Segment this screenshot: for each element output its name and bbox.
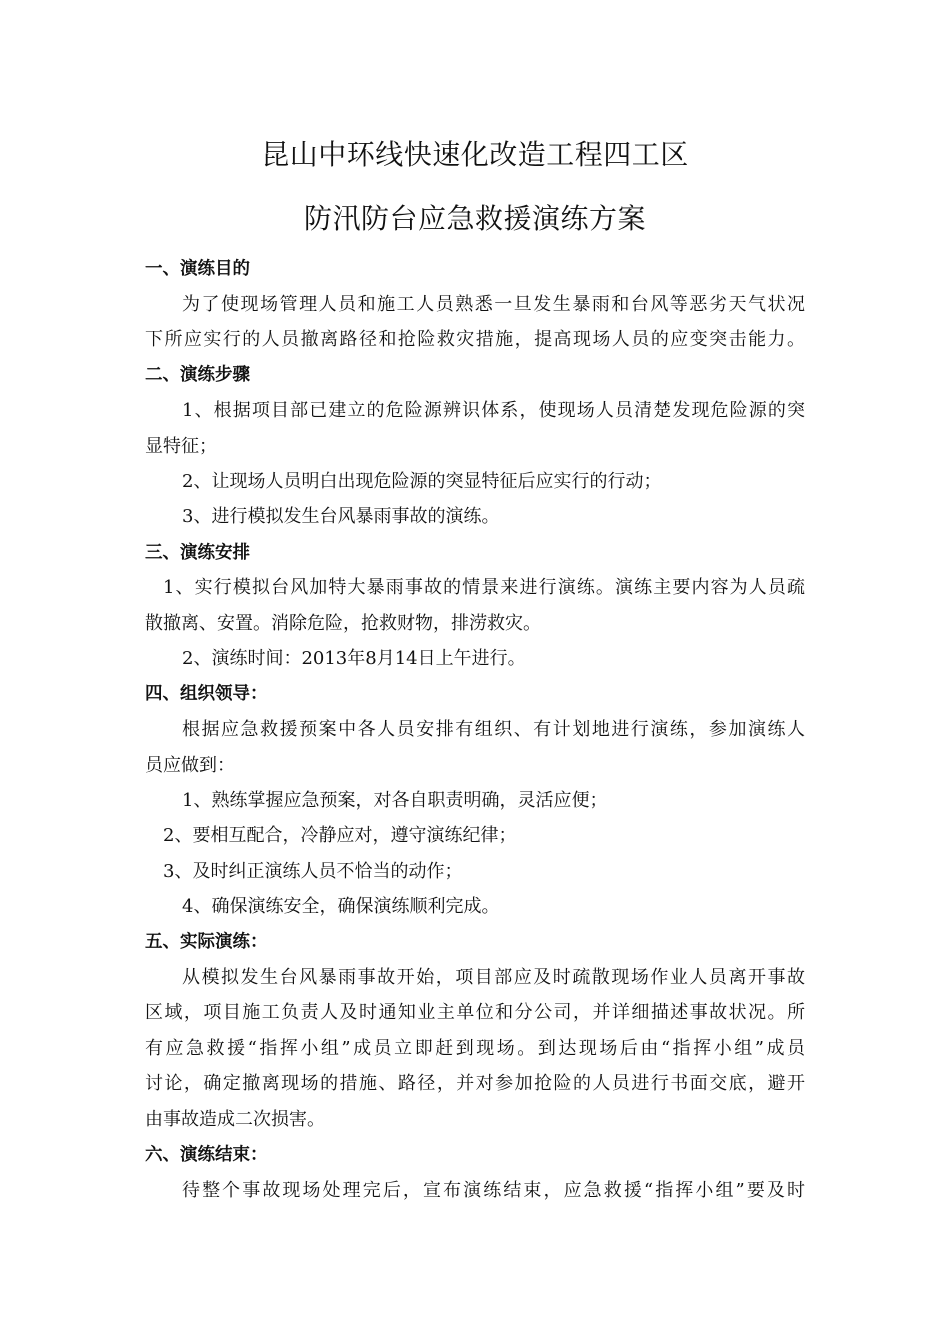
paragraph-line: 1、熟练掌握应急预案，对各自职责明确，灵活应便； bbox=[182, 790, 608, 811]
paragraph-line: 讨论，确定撤离现场的措施、路径，并对参加抢险的人员进行书面交底，避开 bbox=[145, 1073, 805, 1094]
paragraph-line: 1、实行模拟台风加特大暴雨事故的情景来进行演练。演练主要内容为人员疏 bbox=[163, 577, 805, 598]
document-title-line-1: 昆山中环线快速化改造工程四工区 bbox=[261, 138, 689, 171]
paragraph-line: 1、根据项目部已建立的危险源辨识体系，使现场人员清楚发现危险源的突 bbox=[182, 400, 805, 421]
paragraph-line: 区域，项目施工负责人及时通知业主单位和分公司，并详细描述事故状况。所 bbox=[145, 1002, 805, 1023]
paragraph-line: 由事故造成二次损害。 bbox=[145, 1109, 325, 1130]
paragraph-line: 2、演练时间：2013年8月14日上午进行。 bbox=[182, 648, 526, 669]
paragraph-line: 3、进行模拟发生台风暴雨事故的演练。 bbox=[182, 506, 500, 527]
paragraph-line: 3、及时纠正演练人员不恰当的动作； bbox=[163, 861, 463, 882]
document-title-line-2: 防汛防台应急救援演练方案 bbox=[303, 202, 646, 235]
paragraph-line: 为了使现场管理人员和施工人员熟悉一旦发生暴雨和台风等恶劣天气状况 bbox=[182, 294, 805, 315]
paragraph-line: 有应急救援“指挥小组”成员立即赶到现场。到达现场后由“指挥小组”成员 bbox=[145, 1038, 805, 1059]
section-heading: 一、演练目的 bbox=[145, 259, 250, 279]
paragraph-line: 散撤离、安置。消除危险，抢救财物，排涝救灾。 bbox=[145, 613, 541, 634]
paragraph-line: 显特征； bbox=[145, 436, 217, 457]
section-heading: 四、组织领导： bbox=[145, 684, 268, 704]
paragraph-line: 4、确保演练安全，确保演练顺利完成。 bbox=[182, 896, 500, 917]
section-heading: 二、演练步骤 bbox=[145, 365, 250, 385]
paragraph-line: 员应做到： bbox=[145, 755, 235, 776]
paragraph-line: 根据应急救援预案中各人员安排有组织、有计划地进行演练，参加演练人 bbox=[182, 719, 805, 740]
paragraph-line: 下所应实行的人员撤离路径和抢险救灾措施，提高现场人员的应变突击能力。 bbox=[145, 329, 805, 350]
paragraph-line: 2、要相互配合，冷静应对，遵守演练纪律； bbox=[163, 825, 517, 846]
section-heading: 六、演练结束： bbox=[145, 1145, 268, 1165]
section-heading: 五、实际演练： bbox=[145, 932, 268, 952]
paragraph-line: 待整个事故现场处理完后，宣布演练结束，应急救援“指挥小组”要及时 bbox=[182, 1180, 805, 1201]
paragraph-line: 2、让现场人员明白出现危险源的突显特征后应实行的行动； bbox=[182, 471, 662, 492]
paragraph-line: 从模拟发生台风暴雨事故开始，项目部应及时疏散现场作业人员离开事故 bbox=[182, 967, 805, 988]
section-heading: 三、演练安排 bbox=[145, 543, 250, 563]
